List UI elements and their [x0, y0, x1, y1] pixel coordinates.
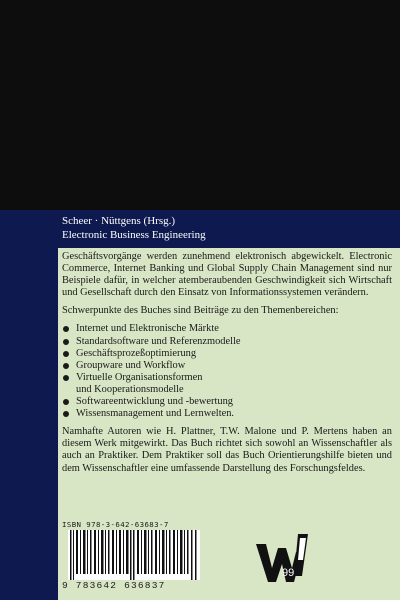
focus-lead: Schwerpunkte des Buches sind Beiträge zu den Themenbereichen:: [62, 305, 339, 317]
intro-paragraph: Geschäftsvorgänge werden zunehmend elektronisch abgewickelt. Electronic Commerce, Internet Banking und Global Supply Chain Management sind nur Beispiele dafür, in welcher atemberaubenden Geschwindigkeit sich Wirtschaft und Gesellschaft durch den Einsatz von Informationssystemen verändern.: [62, 251, 392, 299]
topic-list: [62, 323, 392, 420]
cover-top-black: [0, 0, 400, 210]
left-navy-strip: [0, 248, 58, 600]
list-item: Groupware und Workflow: [62, 360, 392, 372]
book-authors: Scheer · Nüttgens (Hrsg.): [62, 215, 176, 227]
bullet-icon: [63, 339, 69, 345]
list-item: Standardsoftware und Referenzmodelle: [62, 336, 392, 348]
back-cover-text: [62, 251, 392, 481]
logo-number: 99: [282, 567, 295, 579]
bullet-icon: [63, 399, 69, 405]
bullet-icon: [63, 411, 69, 417]
isbn-text: ISBN 978-3-642-63683-7: [62, 520, 169, 529]
bullet-icon: [63, 351, 69, 357]
bullet-icon: [63, 363, 69, 369]
list-item: Geschäftsprozeßoptimierung: [62, 348, 392, 360]
book-title: Electronic Business Engineering: [62, 229, 206, 241]
bullet-icon: [63, 326, 69, 332]
barcode-digits: 9 783642 636837: [62, 580, 166, 591]
wi-logo-icon: [254, 530, 314, 588]
list-item: Softwareentwicklung und -bewertung: [62, 396, 392, 408]
list-item: Internet und Elektronische Märkte: [62, 323, 392, 335]
list-item: Virtuelle Organisationsformen und Kooperationsmodelle: [62, 372, 392, 396]
list-item: Wissensmanagement und Lernwelten.: [62, 408, 392, 420]
barcode-area: [62, 520, 212, 592]
closing-paragraph: Namhafte Autoren wie H. Plattner, T.W. Malone und P. Mertens haben an diesem Werk mitgewirkt. Das Buch richtet sich sowohl an Wissenschaftler als auch an Praktiker. Dem Praktiker soll das Buch Orientierungshilfe bieten und dem Wissenschaftler eine umfassende Darstellung des Forschungsfeldes.: [62, 426, 392, 474]
bullet-icon: [63, 375, 69, 381]
barcode-icon: [68, 530, 200, 580]
header-band: [0, 210, 400, 248]
